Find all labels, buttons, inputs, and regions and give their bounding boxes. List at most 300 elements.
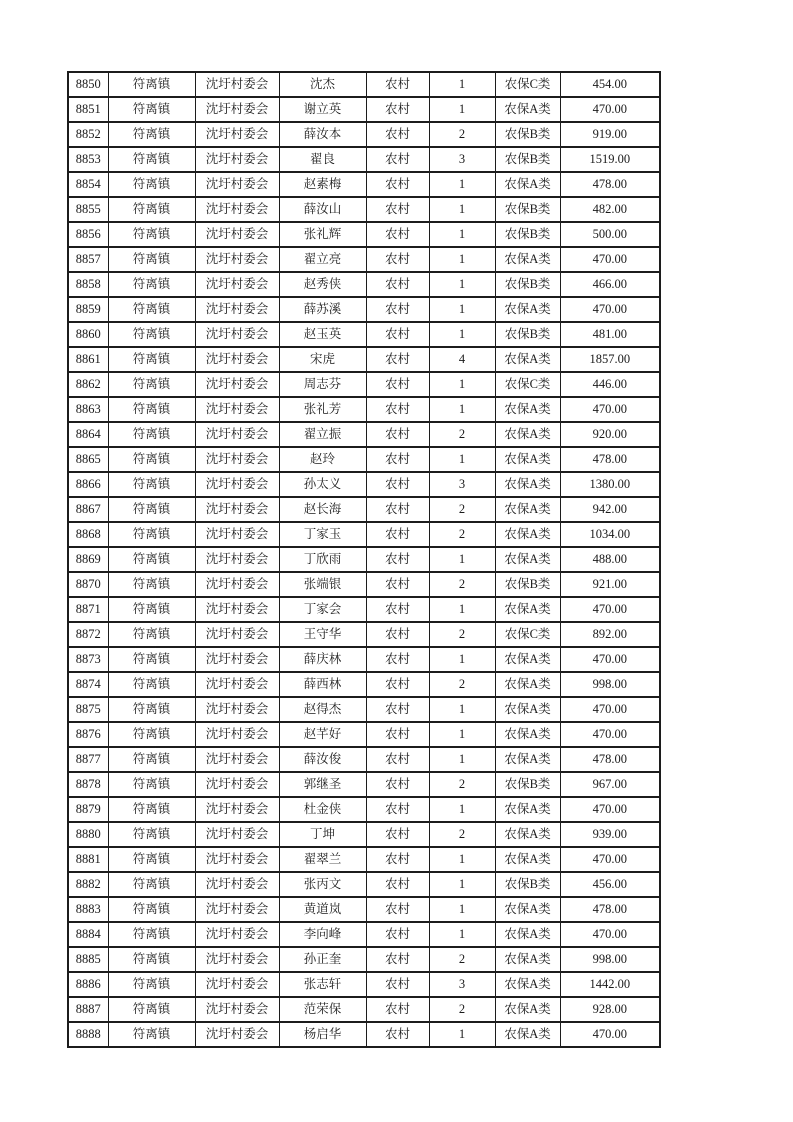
cell-category: 农保A类 <box>495 997 560 1022</box>
cell-count: 1 <box>429 197 495 222</box>
cell-category: 农保B类 <box>495 772 560 797</box>
cell-serial: 8885 <box>68 947 108 972</box>
table-row <box>68 747 660 772</box>
table-row <box>68 597 660 622</box>
table-row <box>68 872 660 897</box>
cell-serial: 8884 <box>68 922 108 947</box>
cell-name: 郭继圣 <box>279 772 366 797</box>
table-row <box>68 722 660 747</box>
cell-village: 沈圩村委会 <box>195 522 279 547</box>
table-row <box>68 572 660 597</box>
table-row <box>68 447 660 472</box>
cell-amount: 456.00 <box>560 872 660 897</box>
cell-count: 1 <box>429 72 495 97</box>
cell-name: 范荣保 <box>279 997 366 1022</box>
cell-residence: 农村 <box>366 847 429 872</box>
cell-serial: 8857 <box>68 247 108 272</box>
cell-count: 1 <box>429 172 495 197</box>
cell-category: 农保A类 <box>495 672 560 697</box>
cell-residence: 农村 <box>366 272 429 297</box>
cell-category: 农保C类 <box>495 622 560 647</box>
cell-serial: 8888 <box>68 1022 108 1047</box>
cell-count: 1 <box>429 547 495 572</box>
cell-serial: 8867 <box>68 497 108 522</box>
table-row <box>68 347 660 372</box>
cell-name: 张礼辉 <box>279 222 366 247</box>
cell-serial: 8862 <box>68 372 108 397</box>
cell-serial: 8880 <box>68 822 108 847</box>
cell-residence: 农村 <box>366 672 429 697</box>
cell-amount: 920.00 <box>560 422 660 447</box>
table-row <box>68 422 660 447</box>
cell-serial: 8853 <box>68 147 108 172</box>
cell-residence: 农村 <box>366 622 429 647</box>
cell-town: 符离镇 <box>108 722 195 747</box>
cell-name: 薛西林 <box>279 672 366 697</box>
cell-town: 符离镇 <box>108 297 195 322</box>
cell-category: 农保A类 <box>495 347 560 372</box>
cell-category: 农保A类 <box>495 297 560 322</box>
cell-residence: 农村 <box>366 472 429 497</box>
cell-village: 沈圩村委会 <box>195 672 279 697</box>
cell-residence: 农村 <box>366 1022 429 1047</box>
cell-amount: 478.00 <box>560 172 660 197</box>
cell-town: 符离镇 <box>108 697 195 722</box>
cell-amount: 478.00 <box>560 897 660 922</box>
cell-category: 农保B类 <box>495 272 560 297</box>
cell-serial: 8864 <box>68 422 108 447</box>
table-row <box>68 547 660 572</box>
table-row <box>68 372 660 397</box>
cell-residence: 农村 <box>366 72 429 97</box>
table-row <box>68 197 660 222</box>
cell-count: 1 <box>429 872 495 897</box>
cell-serial: 8878 <box>68 772 108 797</box>
cell-residence: 农村 <box>366 147 429 172</box>
cell-residence: 农村 <box>366 997 429 1022</box>
cell-count: 1 <box>429 1022 495 1047</box>
cell-residence: 农村 <box>366 547 429 572</box>
welfare-payment-table <box>67 71 661 1048</box>
cell-village: 沈圩村委会 <box>195 222 279 247</box>
cell-village: 沈圩村委会 <box>195 172 279 197</box>
cell-category: 农保A类 <box>495 447 560 472</box>
cell-village: 沈圩村委会 <box>195 272 279 297</box>
table-row <box>68 397 660 422</box>
cell-town: 符离镇 <box>108 422 195 447</box>
table-row <box>68 522 660 547</box>
cell-amount: 928.00 <box>560 997 660 1022</box>
cell-name: 赵长海 <box>279 497 366 522</box>
cell-amount: 967.00 <box>560 772 660 797</box>
cell-count: 2 <box>429 947 495 972</box>
cell-town: 符离镇 <box>108 622 195 647</box>
cell-residence: 农村 <box>366 822 429 847</box>
cell-residence: 农村 <box>366 172 429 197</box>
cell-category: 农保A类 <box>495 422 560 447</box>
cell-name: 赵秀侠 <box>279 272 366 297</box>
cell-town: 符离镇 <box>108 147 195 172</box>
cell-serial: 8887 <box>68 997 108 1022</box>
cell-residence: 农村 <box>366 922 429 947</box>
cell-name: 张端银 <box>279 572 366 597</box>
table-row <box>68 847 660 872</box>
cell-name: 张丙文 <box>279 872 366 897</box>
cell-category: 农保B类 <box>495 122 560 147</box>
cell-category: 农保A类 <box>495 647 560 672</box>
cell-name: 杜金侠 <box>279 797 366 822</box>
table-row <box>68 122 660 147</box>
cell-serial: 8886 <box>68 972 108 997</box>
cell-town: 符离镇 <box>108 897 195 922</box>
cell-name: 谢立英 <box>279 97 366 122</box>
cell-serial: 8879 <box>68 797 108 822</box>
cell-name: 周志芬 <box>279 372 366 397</box>
cell-amount: 466.00 <box>560 272 660 297</box>
cell-category: 农保B类 <box>495 197 560 222</box>
cell-category: 农保A类 <box>495 697 560 722</box>
cell-name: 黄道岚 <box>279 897 366 922</box>
cell-name: 赵素梅 <box>279 172 366 197</box>
cell-amount: 892.00 <box>560 622 660 647</box>
cell-serial: 8868 <box>68 522 108 547</box>
cell-village: 沈圩村委会 <box>195 597 279 622</box>
cell-village: 沈圩村委会 <box>195 797 279 822</box>
cell-count: 1 <box>429 697 495 722</box>
cell-town: 符离镇 <box>108 847 195 872</box>
cell-count: 2 <box>429 672 495 697</box>
cell-town: 符离镇 <box>108 497 195 522</box>
cell-village: 沈圩村委会 <box>195 397 279 422</box>
cell-serial: 8858 <box>68 272 108 297</box>
cell-count: 1 <box>429 597 495 622</box>
cell-residence: 农村 <box>366 222 429 247</box>
cell-category: 农保A类 <box>495 497 560 522</box>
cell-count: 1 <box>429 297 495 322</box>
cell-village: 沈圩村委会 <box>195 922 279 947</box>
cell-count: 4 <box>429 347 495 372</box>
cell-village: 沈圩村委会 <box>195 697 279 722</box>
cell-town: 符离镇 <box>108 672 195 697</box>
table-row <box>68 472 660 497</box>
cell-name: 翟立振 <box>279 422 366 447</box>
cell-category: 农保A类 <box>495 972 560 997</box>
cell-village: 沈圩村委会 <box>195 572 279 597</box>
table-row <box>68 497 660 522</box>
table-row <box>68 622 660 647</box>
cell-serial: 8855 <box>68 197 108 222</box>
cell-town: 符离镇 <box>108 197 195 222</box>
cell-name: 张志轩 <box>279 972 366 997</box>
cell-count: 3 <box>429 147 495 172</box>
table-body <box>68 72 660 1047</box>
cell-name: 沈杰 <box>279 72 366 97</box>
cell-residence: 农村 <box>366 397 429 422</box>
cell-town: 符离镇 <box>108 1022 195 1047</box>
cell-count: 1 <box>429 397 495 422</box>
cell-village: 沈圩村委会 <box>195 997 279 1022</box>
cell-category: 农保A类 <box>495 747 560 772</box>
table-row <box>68 822 660 847</box>
cell-count: 2 <box>429 497 495 522</box>
cell-count: 1 <box>429 447 495 472</box>
cell-category: 农保A类 <box>495 522 560 547</box>
cell-name: 孙正奎 <box>279 947 366 972</box>
cell-town: 符离镇 <box>108 922 195 947</box>
cell-amount: 482.00 <box>560 197 660 222</box>
cell-name: 宋虎 <box>279 347 366 372</box>
cell-count: 1 <box>429 722 495 747</box>
cell-serial: 8869 <box>68 547 108 572</box>
cell-town: 符离镇 <box>108 72 195 97</box>
cell-amount: 446.00 <box>560 372 660 397</box>
cell-count: 1 <box>429 797 495 822</box>
cell-village: 沈圩村委会 <box>195 122 279 147</box>
cell-amount: 470.00 <box>560 97 660 122</box>
cell-serial: 8854 <box>68 172 108 197</box>
cell-amount: 921.00 <box>560 572 660 597</box>
cell-residence: 农村 <box>366 347 429 372</box>
cell-category: 农保B类 <box>495 222 560 247</box>
table-row <box>68 672 660 697</box>
cell-residence: 农村 <box>366 697 429 722</box>
cell-category: 农保C类 <box>495 372 560 397</box>
cell-amount: 470.00 <box>560 597 660 622</box>
cell-category: 农保A类 <box>495 172 560 197</box>
cell-town: 符离镇 <box>108 522 195 547</box>
cell-residence: 农村 <box>366 522 429 547</box>
cell-category: 农保B类 <box>495 872 560 897</box>
cell-name: 赵得杰 <box>279 697 366 722</box>
cell-amount: 470.00 <box>560 647 660 672</box>
cell-village: 沈圩村委会 <box>195 747 279 772</box>
cell-category: 农保A类 <box>495 947 560 972</box>
cell-town: 符离镇 <box>108 647 195 672</box>
cell-amount: 470.00 <box>560 247 660 272</box>
cell-residence: 农村 <box>366 497 429 522</box>
cell-town: 符离镇 <box>108 122 195 147</box>
cell-name: 薛汝俊 <box>279 747 366 772</box>
cell-name: 薛汝山 <box>279 197 366 222</box>
cell-amount: 919.00 <box>560 122 660 147</box>
cell-town: 符离镇 <box>108 597 195 622</box>
cell-town: 符离镇 <box>108 172 195 197</box>
cell-category: 农保B类 <box>495 322 560 347</box>
cell-residence: 农村 <box>366 422 429 447</box>
cell-village: 沈圩村委会 <box>195 1022 279 1047</box>
cell-village: 沈圩村委会 <box>195 872 279 897</box>
table-row <box>68 297 660 322</box>
cell-category: 农保A类 <box>495 97 560 122</box>
cell-amount: 470.00 <box>560 922 660 947</box>
table-row <box>68 222 660 247</box>
cell-serial: 8856 <box>68 222 108 247</box>
cell-name: 赵芊好 <box>279 722 366 747</box>
cell-count: 2 <box>429 997 495 1022</box>
cell-serial: 8863 <box>68 397 108 422</box>
cell-town: 符离镇 <box>108 347 195 372</box>
cell-category: 农保A类 <box>495 397 560 422</box>
cell-category: 农保A类 <box>495 922 560 947</box>
cell-category: 农保A类 <box>495 247 560 272</box>
cell-town: 符离镇 <box>108 322 195 347</box>
cell-serial: 8865 <box>68 447 108 472</box>
cell-amount: 470.00 <box>560 397 660 422</box>
cell-count: 2 <box>429 422 495 447</box>
cell-village: 沈圩村委会 <box>195 897 279 922</box>
cell-count: 1 <box>429 247 495 272</box>
cell-residence: 农村 <box>366 197 429 222</box>
cell-count: 2 <box>429 772 495 797</box>
cell-village: 沈圩村委会 <box>195 472 279 497</box>
cell-count: 2 <box>429 122 495 147</box>
cell-amount: 478.00 <box>560 447 660 472</box>
table-row <box>68 647 660 672</box>
table-row <box>68 97 660 122</box>
cell-village: 沈圩村委会 <box>195 847 279 872</box>
cell-serial: 8874 <box>68 672 108 697</box>
cell-category: 农保A类 <box>495 797 560 822</box>
cell-name: 薛庆林 <box>279 647 366 672</box>
cell-amount: 1442.00 <box>560 972 660 997</box>
cell-name: 赵玲 <box>279 447 366 472</box>
cell-town: 符离镇 <box>108 247 195 272</box>
table-row <box>68 1022 660 1047</box>
cell-residence: 农村 <box>366 972 429 997</box>
cell-town: 符离镇 <box>108 972 195 997</box>
cell-count: 1 <box>429 747 495 772</box>
cell-serial: 8852 <box>68 122 108 147</box>
cell-name: 翟良 <box>279 147 366 172</box>
cell-village: 沈圩村委会 <box>195 772 279 797</box>
cell-name: 王守华 <box>279 622 366 647</box>
cell-serial: 8882 <box>68 872 108 897</box>
table-row <box>68 972 660 997</box>
cell-name: 翟立亮 <box>279 247 366 272</box>
cell-count: 1 <box>429 322 495 347</box>
cell-village: 沈圩村委会 <box>195 822 279 847</box>
cell-category: 农保B类 <box>495 147 560 172</box>
cell-category: 农保A类 <box>495 597 560 622</box>
cell-count: 1 <box>429 922 495 947</box>
cell-amount: 1857.00 <box>560 347 660 372</box>
cell-residence: 农村 <box>366 797 429 822</box>
cell-town: 符离镇 <box>108 97 195 122</box>
table-row <box>68 772 660 797</box>
cell-amount: 470.00 <box>560 797 660 822</box>
table-row <box>68 947 660 972</box>
cell-category: 农保A类 <box>495 822 560 847</box>
cell-amount: 1034.00 <box>560 522 660 547</box>
table-row <box>68 897 660 922</box>
cell-residence: 农村 <box>366 747 429 772</box>
cell-amount: 942.00 <box>560 497 660 522</box>
cell-village: 沈圩村委会 <box>195 722 279 747</box>
cell-residence: 农村 <box>366 597 429 622</box>
cell-name: 张礼芳 <box>279 397 366 422</box>
cell-amount: 470.00 <box>560 297 660 322</box>
cell-name: 丁家会 <box>279 597 366 622</box>
cell-village: 沈圩村委会 <box>195 97 279 122</box>
cell-category: 农保A类 <box>495 472 560 497</box>
cell-name: 赵玉英 <box>279 322 366 347</box>
table-row <box>68 922 660 947</box>
cell-village: 沈圩村委会 <box>195 947 279 972</box>
cell-residence: 农村 <box>366 372 429 397</box>
cell-amount: 998.00 <box>560 947 660 972</box>
cell-amount: 470.00 <box>560 847 660 872</box>
cell-category: 农保A类 <box>495 847 560 872</box>
cell-serial: 8883 <box>68 897 108 922</box>
cell-town: 符离镇 <box>108 872 195 897</box>
cell-count: 2 <box>429 822 495 847</box>
table-row <box>68 172 660 197</box>
cell-amount: 478.00 <box>560 747 660 772</box>
cell-residence: 农村 <box>366 872 429 897</box>
cell-town: 符离镇 <box>108 572 195 597</box>
cell-residence: 农村 <box>366 322 429 347</box>
cell-name: 丁坤 <box>279 822 366 847</box>
cell-amount: 1380.00 <box>560 472 660 497</box>
cell-count: 1 <box>429 372 495 397</box>
cell-town: 符离镇 <box>108 222 195 247</box>
cell-residence: 农村 <box>366 772 429 797</box>
cell-village: 沈圩村委会 <box>195 347 279 372</box>
cell-serial: 8881 <box>68 847 108 872</box>
cell-village: 沈圩村委会 <box>195 972 279 997</box>
cell-village: 沈圩村委会 <box>195 197 279 222</box>
cell-town: 符离镇 <box>108 447 195 472</box>
cell-town: 符离镇 <box>108 797 195 822</box>
table-row <box>68 997 660 1022</box>
cell-town: 符离镇 <box>108 747 195 772</box>
cell-residence: 农村 <box>366 97 429 122</box>
cell-village: 沈圩村委会 <box>195 547 279 572</box>
cell-village: 沈圩村委会 <box>195 247 279 272</box>
cell-count: 1 <box>429 847 495 872</box>
cell-count: 1 <box>429 272 495 297</box>
cell-name: 丁家玉 <box>279 522 366 547</box>
cell-serial: 8876 <box>68 722 108 747</box>
cell-amount: 470.00 <box>560 722 660 747</box>
cell-residence: 农村 <box>366 722 429 747</box>
cell-amount: 500.00 <box>560 222 660 247</box>
table-row <box>68 247 660 272</box>
cell-count: 1 <box>429 897 495 922</box>
cell-village: 沈圩村委会 <box>195 297 279 322</box>
cell-amount: 939.00 <box>560 822 660 847</box>
cell-name: 丁欣雨 <box>279 547 366 572</box>
cell-amount: 481.00 <box>560 322 660 347</box>
cell-count: 3 <box>429 472 495 497</box>
cell-town: 符离镇 <box>108 272 195 297</box>
cell-count: 3 <box>429 972 495 997</box>
cell-residence: 农村 <box>366 897 429 922</box>
cell-town: 符离镇 <box>108 947 195 972</box>
cell-residence: 农村 <box>366 247 429 272</box>
cell-category: 农保A类 <box>495 897 560 922</box>
cell-category: 农保A类 <box>495 722 560 747</box>
cell-count: 2 <box>429 622 495 647</box>
cell-village: 沈圩村委会 <box>195 622 279 647</box>
cell-serial: 8860 <box>68 322 108 347</box>
cell-name: 杨启华 <box>279 1022 366 1047</box>
cell-serial: 8861 <box>68 347 108 372</box>
cell-serial: 8877 <box>68 747 108 772</box>
cell-amount: 470.00 <box>560 697 660 722</box>
table-row <box>68 147 660 172</box>
cell-residence: 农村 <box>366 572 429 597</box>
